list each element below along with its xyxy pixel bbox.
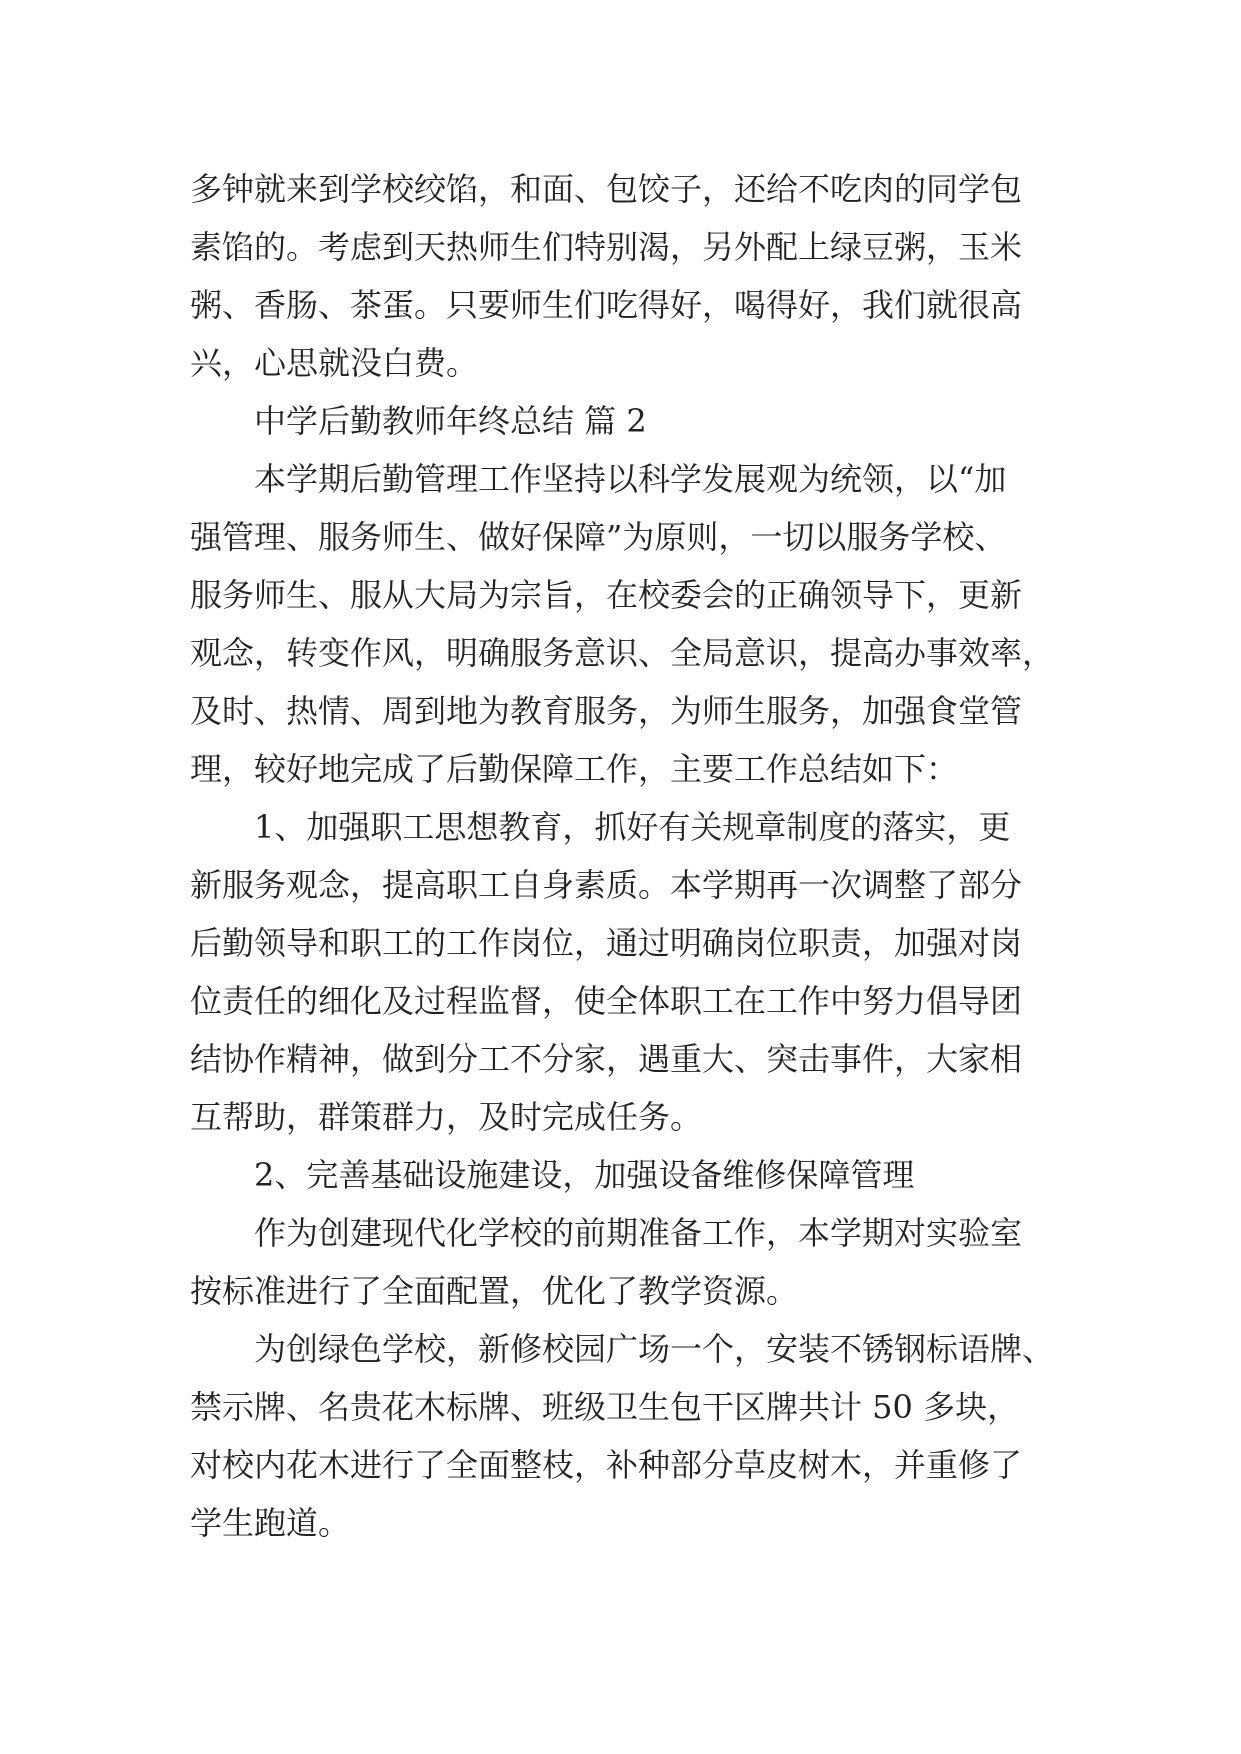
text-line: 强管理、服务师生、做好保障”为原则，一切以服务学校、 bbox=[190, 518, 1007, 556]
text-line: 多钟就来到学校绞馅，和面、包饺子，还给不吃肉的同学包 bbox=[190, 170, 1023, 208]
text-line: 为创绿色学校，新修校园广场一个，安装不锈钢标语牌、 bbox=[254, 1330, 1055, 1368]
text-line: 及时、热情、周到地为教育服务，为师生服务，加强食堂管 bbox=[190, 692, 1023, 730]
text-line: 素馅的。考虑到天热师生们特别渴，另外配上绿豆粥，玉米 bbox=[190, 228, 1023, 266]
text-line: 学生跑道。 bbox=[190, 1504, 351, 1542]
text-line: 位责任的细化及过程监督，使全体职工在工作中努力倡导团 bbox=[190, 982, 1023, 1020]
text-line: 按标准进行了全面配置，优化了教学资源。 bbox=[190, 1272, 799, 1310]
document-body bbox=[190, 160, 1070, 1552]
section-heading: 中学后勤教师年终总结 篇 2 bbox=[254, 402, 647, 440]
text-line: 本学期后勤管理工作坚持以科学发展观为统领，以“加 bbox=[254, 460, 1007, 498]
text-line: 对校内花木进行了全面整枝，补种部分草皮树木，并重修了 bbox=[190, 1446, 1023, 1484]
text-line: 观念，转变作风，明确服务意识、全局意识，提高办事效率， bbox=[190, 634, 1055, 672]
text-line: 结协作精神，做到分工不分家，遇重大、突击事件，大家相 bbox=[190, 1040, 1023, 1078]
text-line: 兴，心思就没白费。 bbox=[190, 344, 479, 382]
text-line: 理，较好地完成了后勤保障工作，主要工作总结如下： bbox=[190, 750, 959, 788]
text-line: 粥、香肠、茶蛋。只要师生们吃得好，喝得好，我们就很高 bbox=[190, 286, 1023, 324]
text-line: 服务师生、服从大局为宗旨，在校委会的正确领导下，更新 bbox=[190, 576, 1023, 614]
text-line: 禁示牌、名贵花木标牌、班级卫生包干区牌共计 50 多块， bbox=[190, 1388, 1020, 1426]
text-line: 1、加强职工思想教育，抓好有关规章制度的落实，更 bbox=[254, 808, 1011, 846]
text-line: 后勤领导和职工的工作岗位，通过明确岗位职责，加强对岗 bbox=[190, 924, 1023, 962]
text-line: 2、完善基础设施建设，加强设备维修保障管理 bbox=[254, 1156, 915, 1194]
text-line: 作为创建现代化学校的前期准备工作，本学期对实验室 bbox=[254, 1214, 1023, 1252]
text-line: 新服务观念，提高职工自身素质。本学期再一次调整了部分 bbox=[190, 866, 1023, 904]
text-line: 互帮助，群策群力，及时完成任务。 bbox=[190, 1098, 703, 1136]
